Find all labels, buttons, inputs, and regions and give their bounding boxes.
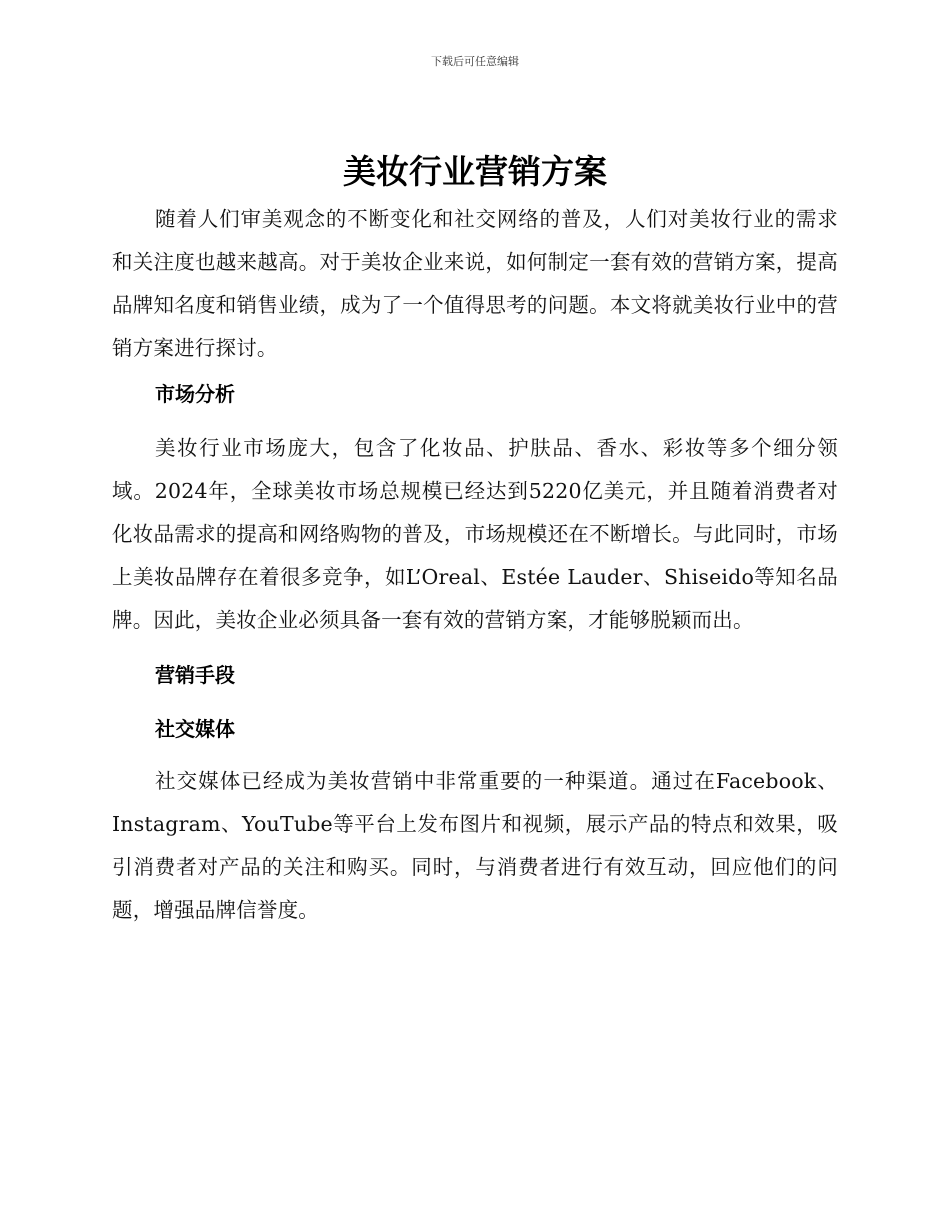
- subsection-heading-social-media: 社交媒体: [155, 717, 235, 741]
- social-media-paragraph: 社交媒体已经成为美妆营销中非常重要的一种渠道。通过在Facebook、Instagram、YouTube等平台上发布图片和视频，展示产品的特点和效果，吸引消费者对产品的关注和购买。同时，与消费者进行有效互动，回应他们的问题，增强品牌信誉度。: [112, 769, 838, 922]
- document-body: [112, 198, 838, 932]
- intro-paragraph: 随着人们审美观念的不断变化和社交网络的普及，人们对美妆行业的需求和关注度也越来越高。对于美妆企业来说，如何制定一套有效的营销方案，提高品牌知名度和销售业绩，成为了一个值得思考的问题。本文将就美妆行业中的营销方案进行探讨。: [112, 207, 838, 360]
- page-header-note: 下载后可任意编辑: [431, 55, 519, 68]
- market-analysis-paragraph: 美妆行业市场庞大，包含了化妆品、护肤品、香水、彩妆等多个细分领域。2024年，全球美妆市场总规模已经达到5220亿美元，并且随着消费者对化妆品需求的提高和网络购物的普及，市场规模还在不断增长。与此同时，市场上美妆品牌存在着很多竞争，如L’Oreal、Estée Lauder、Shiseido等知名品牌。因此，美妆企业必须具备一套有效的营销方案，才能够脱颖而出。: [112, 436, 838, 632]
- section-heading-marketing-methods: 营销手段: [155, 663, 235, 687]
- section-heading-market-analysis: 市场分析: [155, 382, 235, 406]
- document-title: 美妆行业营销方案: [343, 152, 607, 191]
